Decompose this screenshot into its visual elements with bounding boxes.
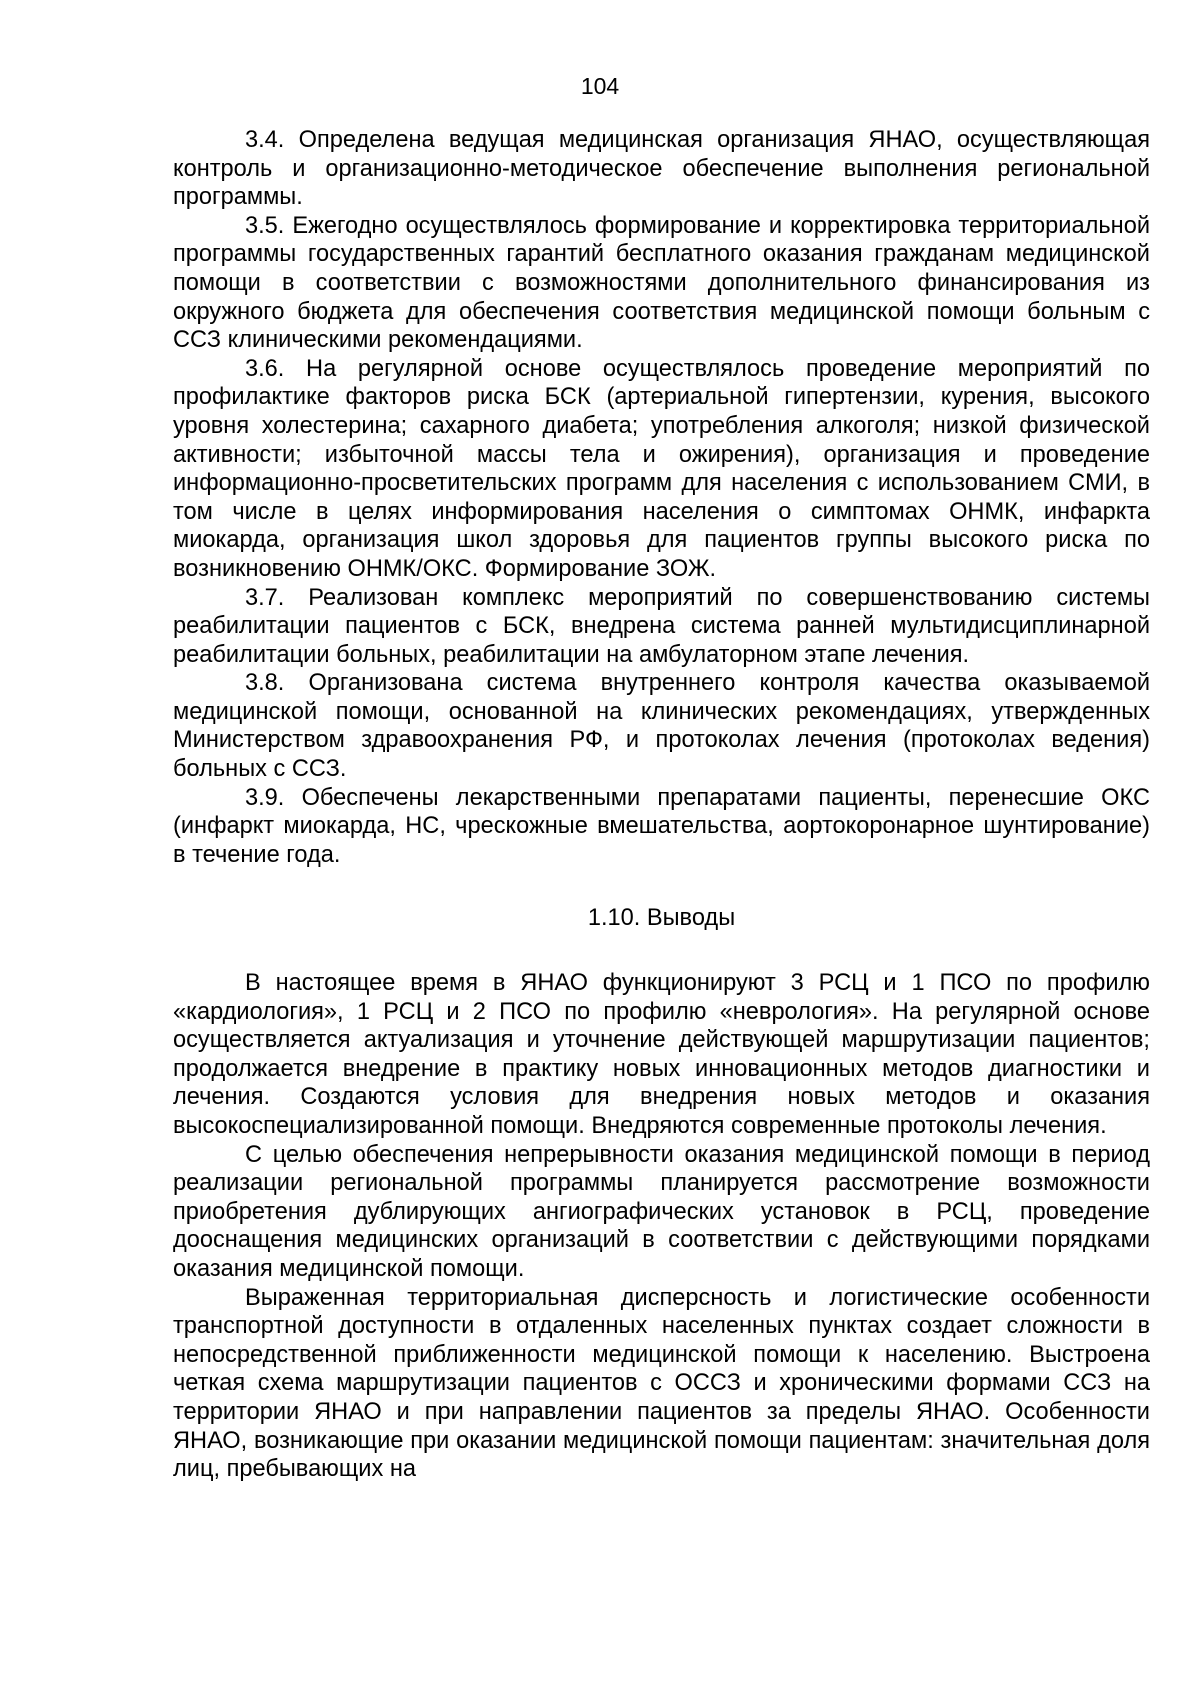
conclusion-paragraph: В настоящее время в ЯНАО функционируют 3 РСЦ и 1 ПСО по профилю «кардиология», 1 РСЦ и 2 ПСО по профилю «неврология». На регулярной основе осуществляется актуализация и уточнение действующей маршрутизации пациентов; продолжается внедрение в практику новых инновационных методов диагностики и лечения. Создаются условия для внедрения новых методов и оказания высокоспециализированной помощи. Внедряются современные протоколы лечения.	[173, 970, 1150, 1139]
document-body	[173, 126, 1150, 1484]
conclusion-paragraph: С целью обеспечения непрерывности оказания медицинской помощи в период реализации региональной программы планируется рассмотрение возможности приобретения дублирующих ангиографических установок в РСЦ, проведение дооснащения медицинских организаций в соответствии с действующими порядками оказания медицинской помощи.	[173, 1141, 1150, 1282]
list-item-3-5: 3.5. Ежегодно осуществлялось формирование и корректировка территориальной программы государственных гарантий бесплатного оказания гражданам медицинской помощи в соответствии с возможностями дополнительного финансирования из окружного бюджета для обеспечения соответствия медицинской помощи больным с ССЗ клиническими рекомендациями.	[173, 212, 1150, 354]
list-item-3-9: 3.9. Обеспечены лекарственными препаратами пациенты, перенесшие ОКС (инфаркт миокарда, НС, чрескожные вмешательства, аортокоронарное шунтирование) в течение года.	[173, 784, 1150, 868]
list-item-3-8: 3.8. Организована система внутреннего контроля качества оказываемой медицинской помощи, основанной на клинических рекомендациях, утвержденных Министерством здравоохранения РФ, и протоколах лечения (протоколах ведения) больных с ССЗ.	[173, 670, 1150, 783]
conclusion-paragraph: Выраженная территориальная дисперсность и логистические особенности транспортной доступности в отдаленных населенных пунктах создает сложности в непосредственной приближенности медицинской помощи к населению. Выстроена четкая схема маршрутизации пациентов с ОССЗ и хроническими формами ССЗ на территории ЯНАО и при направлении пациентов за пределы ЯНАО. Особенности ЯНАО, возникающие при оказании медицинской помощи пациентам: значительная доля лиц, пребывающих на	[173, 1284, 1150, 1483]
section-heading: 1.10. Выводы	[587, 905, 736, 932]
list-item-3-6: 3.6. На регулярной основе осуществлялось проведение мероприятий по профилактике факторов риска БСК (артериальной гипертензии, курения, высокого уровня холестерина; сахарного диабета; употребления алкоголя; низкой физической активности; избыточной массы тела и ожирения), организация и проведение информационно-просветительских программ для населения с использованием СМИ, в том числе в целях информирования населения о симптомах ОНМК, инфаркта миокарда, организация школ здоровья для пациентов группы высокого риска по возникновению ОНМК/ОКС. Формирование ЗОЖ.	[173, 355, 1150, 582]
list-item-3-7: 3.7. Реализован комплекс мероприятий по совершенствованию системы реабилитации пациентов с БСК, внедрена система ранней мультидисциплинарной реабилитации больных, реабилитации на амбулаторном этапе лечения.	[173, 584, 1150, 668]
page-number: 104	[580, 73, 620, 99]
list-item-3-4: 3.4. Определена ведущая медицинская организация ЯНАО, осуществляющая контроль и организационно-методическое обеспечение выполнения региональной программы.	[173, 127, 1150, 211]
